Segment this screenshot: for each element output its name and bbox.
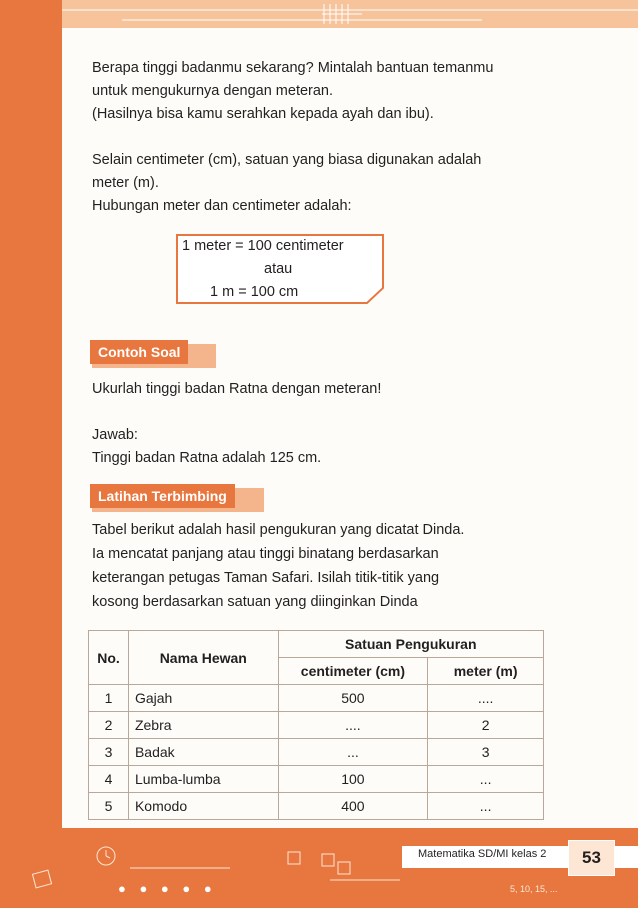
exercise-line: kosong berdasarkan satuan yang diinginkan Dinda — [92, 594, 418, 610]
top-decor-band — [62, 0, 638, 28]
cell-name: Badak — [128, 739, 278, 766]
paragraph-line: (Hasilnya bisa kamu serahkan kepada ayah dan ibu). — [92, 106, 434, 122]
paragraph-line: Hubungan meter dan centimeter adalah: — [92, 198, 352, 214]
conversion-line-1: 1 meter = 100 centimeter — [182, 238, 344, 254]
cell-cm: ... — [278, 739, 428, 766]
header-cm: centimeter (cm) — [278, 658, 428, 685]
cell-m: 3 — [428, 739, 544, 766]
cell-no: 4 — [89, 766, 129, 793]
cell-no: 5 — [89, 793, 129, 820]
paragraph-line: Berapa tinggi badanmu sekarang? Mintalah bantuan temanmu — [92, 60, 494, 76]
conversion-box — [176, 234, 384, 304]
tile-icon — [338, 862, 350, 874]
cell-cm: 400 — [278, 793, 428, 820]
cell-m: 2 — [428, 712, 544, 739]
table-row — [89, 793, 544, 820]
paragraph-line: Selain centimeter (cm), satuan yang biasa digunakan adalah — [92, 152, 482, 168]
header-units: Satuan Pengukuran — [278, 631, 543, 658]
table-row — [89, 685, 544, 712]
cell-m: ... — [428, 766, 544, 793]
table-row — [89, 766, 544, 793]
page-number: 53 — [568, 840, 615, 876]
cell-name: Gajah — [128, 685, 278, 712]
example-question: Ukurlah tinggi badan Ratna dengan meteran! — [92, 381, 382, 397]
cell-name: Komodo — [128, 793, 278, 820]
cell-cm: .... — [278, 712, 428, 739]
cell-no: 3 — [89, 739, 129, 766]
exercise-line: keterangan petugas Taman Safari. Isilah titik-titik yang — [92, 570, 440, 586]
decor-lines — [62, 0, 638, 28]
conversion-line-3: 1 m = 100 cm — [210, 284, 299, 300]
footer-book-title: Matematika SD/MI kelas 2 — [418, 848, 547, 860]
paragraph-line: meter (m). — [92, 175, 159, 191]
exercise-line: Ia mencatat panjang atau tinggi binatang berdasarkan — [92, 546, 439, 562]
card-icon — [32, 870, 51, 888]
tile-icon — [288, 852, 300, 864]
answer-text: Tinggi badan Ratna adalah 125 cm. — [92, 450, 322, 466]
tile-icon — [322, 854, 334, 866]
cell-cm: 100 — [278, 766, 428, 793]
measurement-table — [88, 630, 544, 820]
header-no: No. — [89, 631, 129, 685]
answer-label: Jawab: — [92, 427, 138, 443]
header-name: Nama Hewan — [128, 631, 278, 685]
cell-m: .... — [428, 685, 544, 712]
cell-name: Zebra — [128, 712, 278, 739]
cell-cm: 500 — [278, 685, 428, 712]
table-row — [89, 712, 544, 739]
conversion-line-2: atau — [264, 261, 293, 277]
cell-no: 1 — [89, 685, 129, 712]
exercise-line: Tabel berikut adalah hasil pengukuran yang dicatat Dinda. — [92, 522, 465, 538]
paragraph-line: untuk mengukurnya dengan meteran. — [92, 83, 334, 99]
cell-m: ... — [428, 793, 544, 820]
footer-dots: ● ● ● ● ● — [118, 881, 217, 896]
footer-sequence: 5, 10, 15, ... — [510, 884, 558, 894]
header-m: meter (m) — [428, 658, 544, 685]
exercise-badge: Latihan Terbimbing — [90, 484, 235, 508]
example-badge: Contoh Soal — [90, 340, 188, 364]
cell-name: Lumba-lumba — [128, 766, 278, 793]
table-row — [89, 739, 544, 766]
cell-no: 2 — [89, 712, 129, 739]
